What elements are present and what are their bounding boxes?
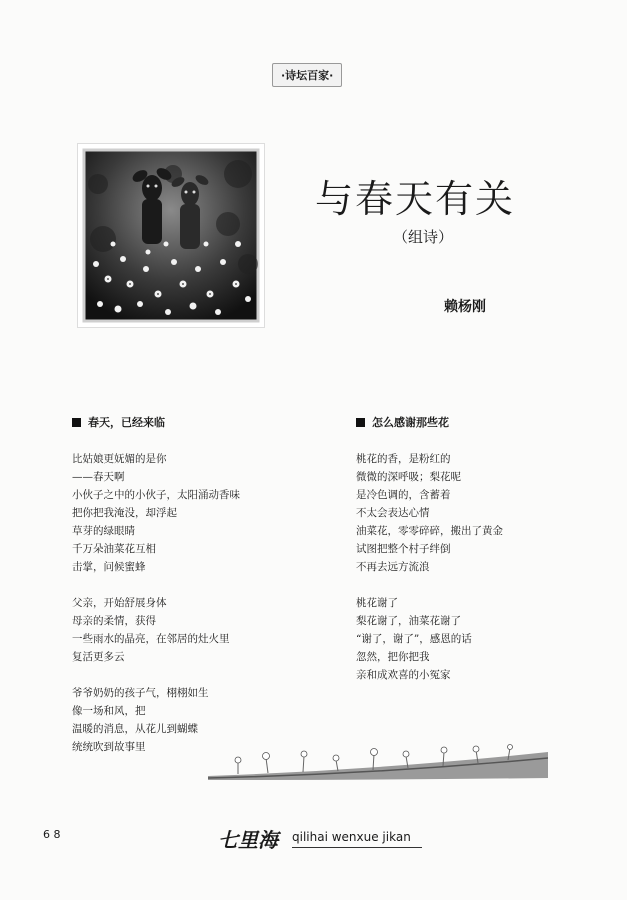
poem-line: 统统吹到故事里 xyxy=(72,741,146,753)
black-square-icon xyxy=(356,418,365,427)
right-poem-heading-text: 怎么感谢那些花 xyxy=(372,416,449,429)
poem-author: 赖杨刚 xyxy=(444,299,486,315)
left-poem-column xyxy=(72,414,332,756)
poem-line: 父亲，开始舒展身体 xyxy=(72,597,167,609)
poem-line: 击掌，问候蜜蜂 xyxy=(72,561,146,573)
right-poem-column xyxy=(356,414,566,684)
poem-line: 小伙子之中的小伙子，太阳涌动香味 xyxy=(72,489,240,501)
poem-line: 母亲的柔情，获得 xyxy=(72,615,156,627)
right-poem-heading xyxy=(356,414,566,430)
poem-line: 复活更多云 xyxy=(72,651,125,663)
poem-line: 是冷色调的，含蓄着 xyxy=(356,489,451,501)
deer-in-flowers-image xyxy=(78,144,264,327)
poem-line: 千万朵油菜花互相 xyxy=(72,543,156,555)
stanza-break xyxy=(356,576,566,594)
poem-line: 比姑娘更妩媚的是你 xyxy=(72,453,167,465)
poem-line: ——春天啊 xyxy=(72,471,125,483)
flower-meadow-icon xyxy=(208,744,548,784)
poem-line: “谢了，谢了”，感恩的话 xyxy=(356,633,472,645)
poem-subtitle: （组诗） xyxy=(393,228,454,246)
left-poem-heading xyxy=(72,414,332,430)
journal-logo: 七里海 xyxy=(218,828,278,852)
poem-line: 梨花谢了，油菜花谢了 xyxy=(356,615,461,627)
poem-line: 亲和成欢喜的小冤家 xyxy=(356,669,451,681)
poem-line: 草芽的绿眼睛 xyxy=(72,525,135,537)
poem-line: 桃花谢了 xyxy=(356,597,398,609)
poem-line: 试图把整个村子绊倒 xyxy=(356,543,451,555)
journal-name: qilihai wenxue jikan xyxy=(292,830,411,844)
poem-line: 爷爷奶奶的孩子气，栩栩如生 xyxy=(72,687,209,699)
poem-line: 桃花的香，是粉红的 xyxy=(356,453,451,465)
stanza-break xyxy=(72,666,332,684)
poem-line: 一些雨水的晶亮，在邻居的灶火里 xyxy=(72,633,230,645)
page-number: 6 8 xyxy=(43,828,61,841)
poem-line: 不太会表达心情 xyxy=(356,507,430,519)
deer-photo xyxy=(78,144,264,327)
black-square-icon xyxy=(72,418,81,427)
poem-line: 油菜花，零零碎碎，搬出了黄金 xyxy=(356,525,503,537)
right-poem-lines xyxy=(356,450,566,684)
stanza-break xyxy=(72,576,332,594)
left-poem-lines xyxy=(72,450,332,756)
section-tag: ·诗坛百家· xyxy=(272,63,342,87)
footer-divider xyxy=(292,847,422,848)
poem-line: 像一场和风，把 xyxy=(72,705,146,717)
poem-line: 把你把我淹没，却浮起 xyxy=(72,507,177,519)
poem-line: 不再去远方流浪 xyxy=(356,561,430,573)
poem-line: 温暖的消息，从花儿到蝴蝶 xyxy=(72,723,198,735)
poem-line: 忽然，把你把我 xyxy=(356,651,430,663)
poem-title: 与春天有关 xyxy=(315,177,516,221)
flower-decoration xyxy=(208,744,548,788)
left-poem-heading-text: 春天，已经来临 xyxy=(88,416,165,429)
poem-line: 微微的深呼吸；梨花呢 xyxy=(356,471,461,483)
